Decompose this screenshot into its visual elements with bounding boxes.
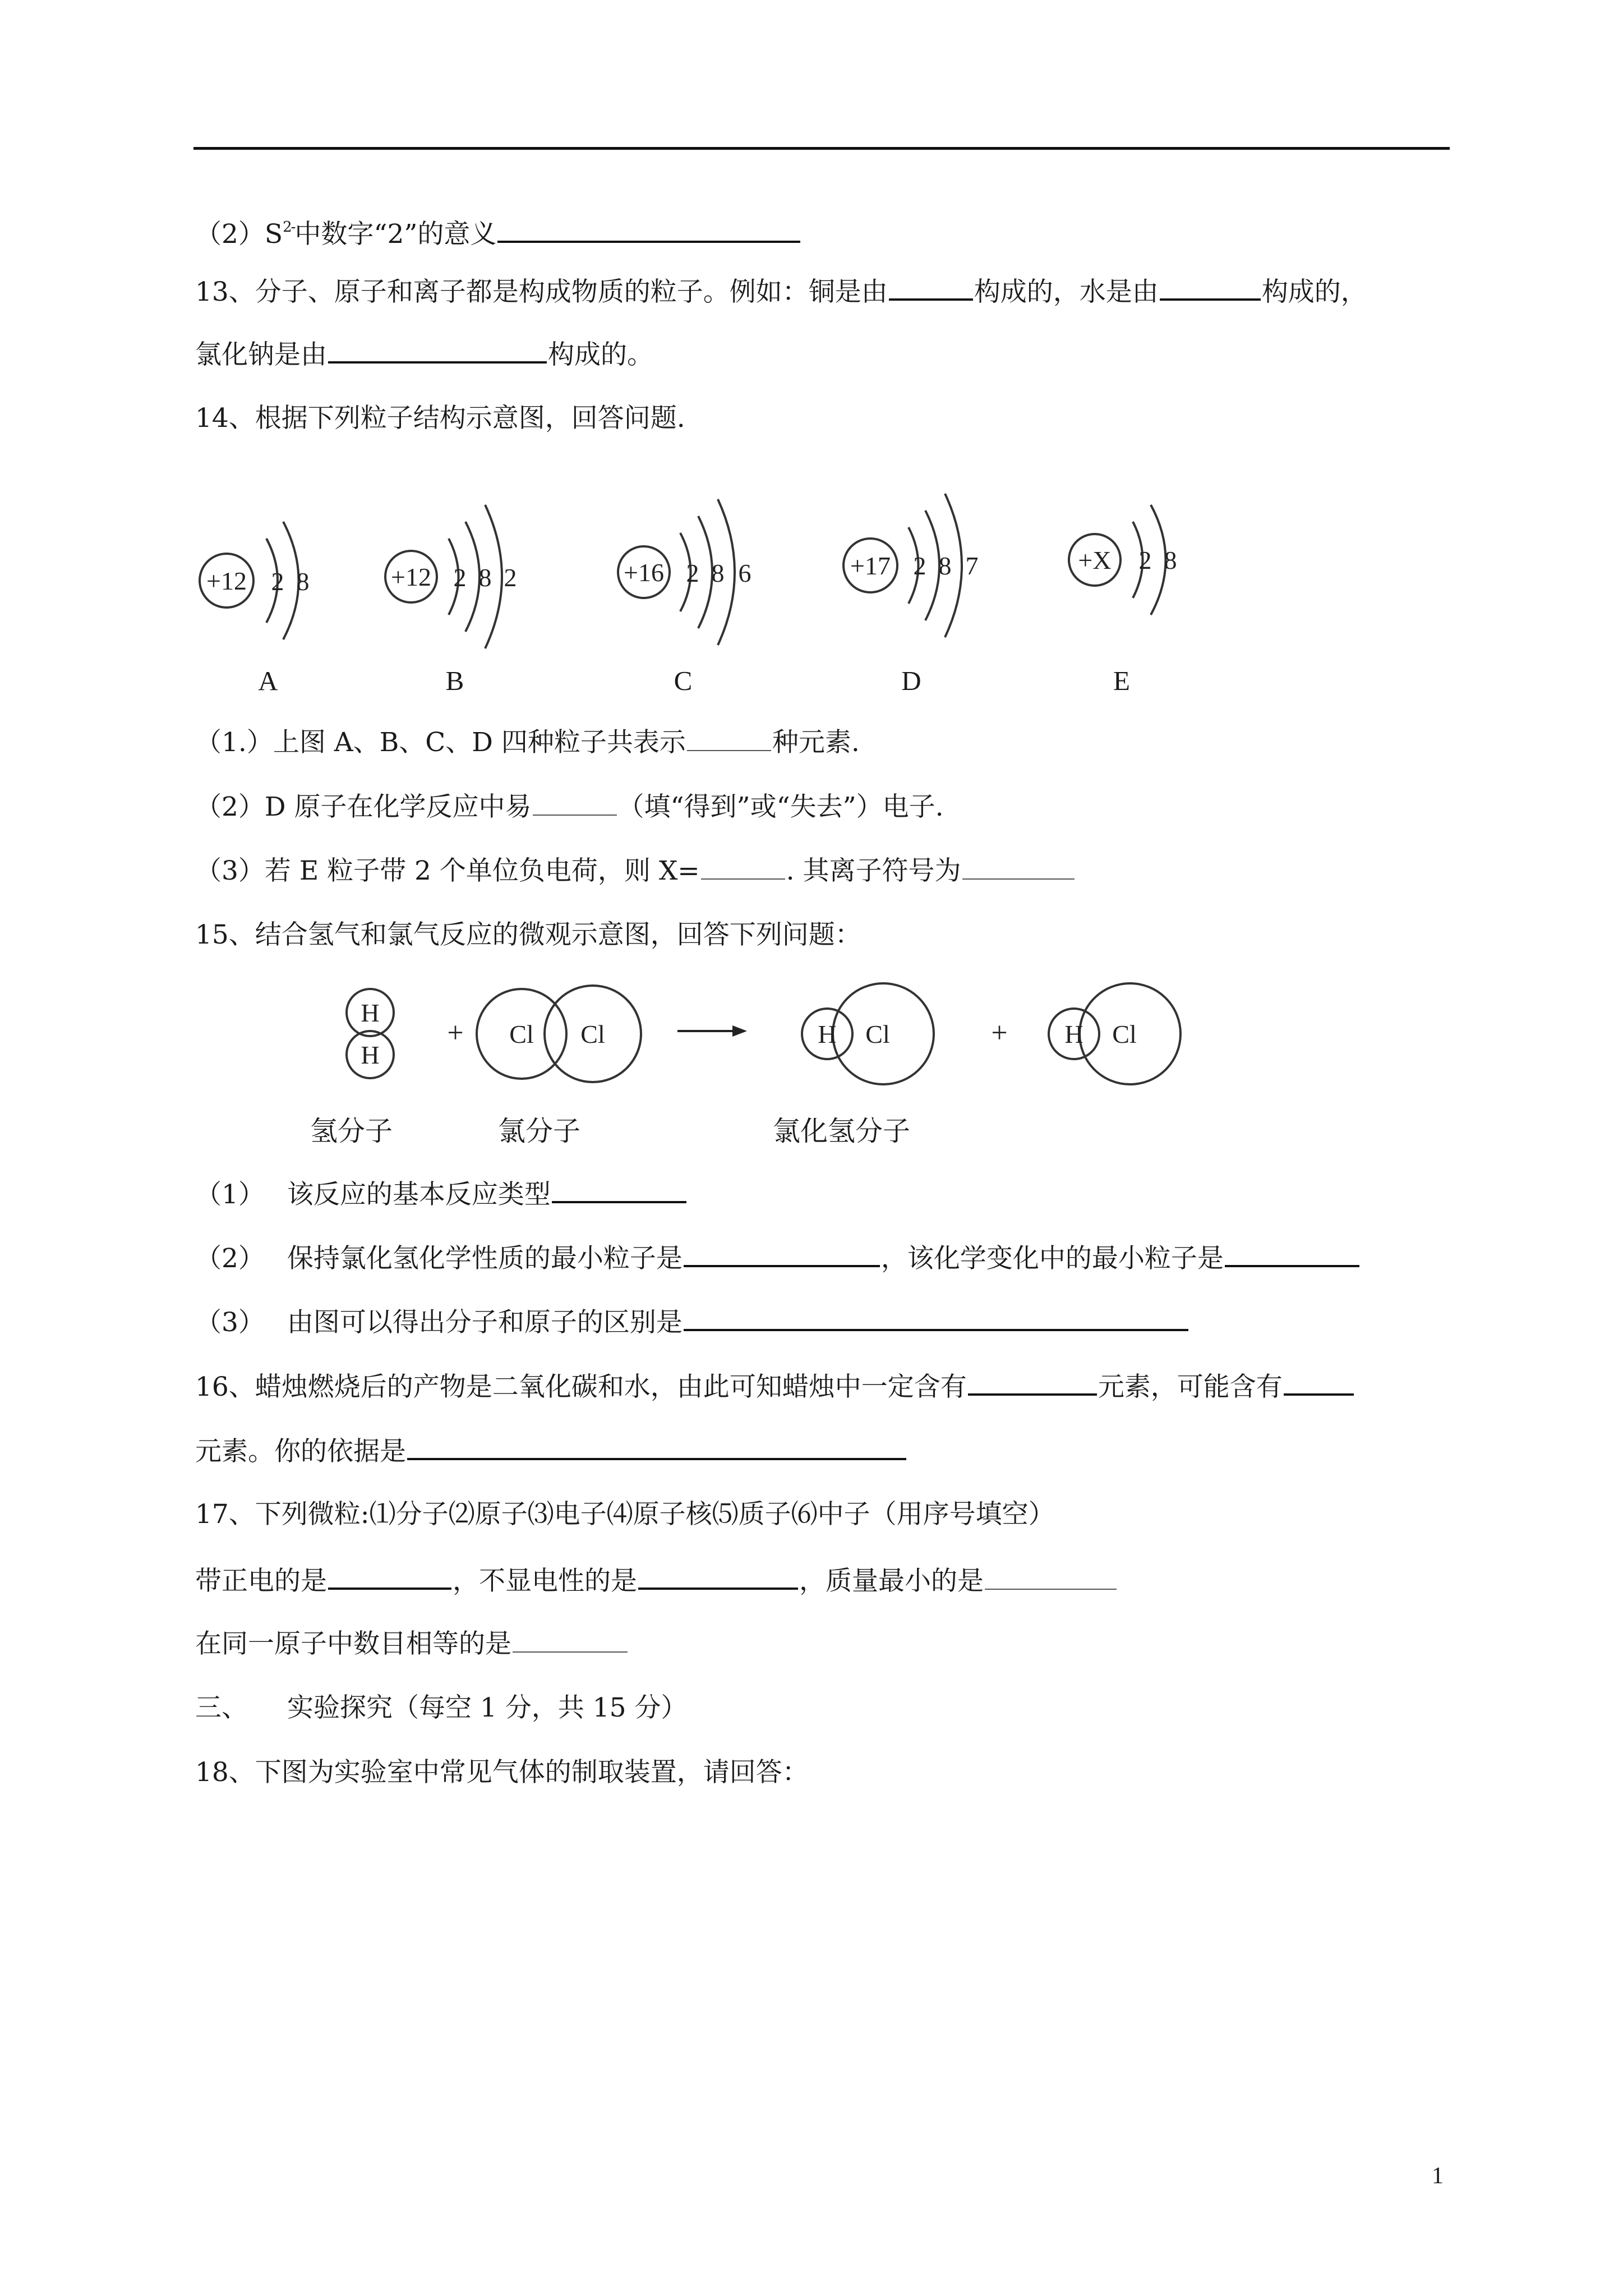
q16-blank-possible[interactable]	[1284, 1369, 1354, 1396]
q16-text-a: 16、蜡烛燃烧后的产物是二氧化碳和水，由此可知蜡烛中一定含有	[195, 1372, 967, 1402]
diagram-label-c: C	[674, 665, 693, 696]
q13-text-a: 13、分子、原子和离子都是构成物质的粒子。例如：铜是由	[195, 277, 888, 307]
q17-text-positive: 带正电的是	[195, 1566, 327, 1596]
q15-sub3	[195, 1304, 1189, 1340]
q17-text-equal: 在同一原子中数目相等的是	[195, 1628, 511, 1659]
q17-blank-smallest[interactable]	[985, 1564, 1117, 1590]
q15-title: 15、结合氢气和氯气反应的微观示意图，回答下列问题：	[195, 919, 861, 950]
q15-sub3-text: 由图可以得出分子和原子的区别是	[287, 1307, 683, 1338]
q15-sub2-blank-a[interactable]	[684, 1240, 880, 1267]
q14-sub2-text: （2）D 原子在化学反应中易	[195, 792, 532, 822]
q15-sub3-num: （3）	[195, 1307, 265, 1338]
label-hcl-molecule: 氯化氢分子	[773, 1115, 911, 1147]
shell-c-2: 8	[711, 559, 725, 587]
q15-sub1-blank[interactable]	[552, 1176, 686, 1203]
q13-text-b: 构成的，水是由	[974, 277, 1159, 307]
q13-line1	[195, 274, 1367, 309]
q14-sub3-suffix: . 其离子符号为	[786, 855, 961, 886]
section-3-heading	[195, 1691, 687, 1725]
shell-b-1: 2	[453, 563, 467, 592]
q12-sub2-text: 中数字“2”的意义	[294, 219, 497, 250]
reaction-arrow-icon	[732, 1025, 747, 1037]
q17-text-neutral: ，不显电性的是	[453, 1566, 637, 1596]
nucleus-a: +12	[206, 567, 247, 595]
q14-sub1-suffix: 种元素.	[772, 727, 860, 758]
q14-sub2-suffix: （填“得到”或“失去”）电子.	[617, 792, 944, 822]
shell-e-2: 8	[1164, 546, 1177, 574]
nucleus-b: +12	[391, 563, 431, 591]
plus-sign-2: +	[991, 1017, 1008, 1049]
q16-line2	[195, 1433, 907, 1469]
q12-sub2-superscript: 2-	[283, 219, 295, 236]
shell-d-3: 7	[965, 551, 979, 580]
particle-structure-diagrams	[191, 460, 1211, 673]
q14-sub3-blank-symbol[interactable]	[962, 854, 1075, 880]
q14-sub3-text: （3）若 E 粒子带 2 个单位负电荷，则 X=	[195, 855, 700, 886]
cl-label-1: Cl	[509, 1020, 534, 1048]
q16-blank-basis[interactable]	[407, 1433, 906, 1460]
q15-sub2-num: （2）	[195, 1243, 265, 1274]
q13-text-c: 构成的，	[1261, 277, 1367, 307]
label-hydrogen-molecule: 氢分子	[310, 1115, 393, 1147]
section-3-title: 实验探究（每空 1 分，共 15 分）	[287, 1692, 688, 1723]
q15-sub2-blank-b[interactable]	[1225, 1240, 1359, 1267]
q13-blank-copper[interactable]	[889, 274, 973, 301]
q13-blank-water[interactable]	[1160, 274, 1261, 301]
q17-line3	[195, 1627, 629, 1661]
q15-sub2	[195, 1240, 1361, 1276]
plus-sign-1: +	[447, 1017, 464, 1049]
q14-sub1-text: （1.）上图 A、B、C、D 四种粒子共表示	[195, 727, 686, 758]
header-rule	[193, 147, 1450, 150]
q14-sub3-blank-x[interactable]	[701, 854, 785, 880]
diagram-label-a: A	[258, 665, 278, 696]
q17-blank-positive[interactable]	[328, 1563, 451, 1590]
q14-sub2-blank[interactable]	[533, 790, 617, 816]
shell-d-1: 2	[913, 551, 926, 580]
q15-sub1	[195, 1176, 688, 1212]
q16-text-b: 元素，可能含有	[1098, 1372, 1283, 1402]
q12-sub2-blank[interactable]	[497, 216, 800, 243]
q15-sub2-text: 保持氯化氢化学性质的最小粒子是	[287, 1243, 683, 1274]
shell-d-2: 8	[938, 551, 952, 580]
q14-sub3	[195, 854, 1076, 888]
q16-line1	[195, 1369, 1355, 1404]
shell-c-3: 6	[738, 559, 751, 587]
nucleus-d: +17	[850, 551, 891, 580]
hcl-1-cl-label: Cl	[865, 1020, 890, 1048]
q14-sub1-blank[interactable]	[687, 725, 771, 751]
q18-title: 18、下图为实验室中常见气体的制取装置，请回答：	[195, 1757, 809, 1788]
hcl-2-cl-label: Cl	[1112, 1020, 1137, 1048]
page-number: 1	[1432, 2163, 1444, 2189]
shell-a-1: 2	[271, 567, 284, 596]
q12-sub2	[195, 210, 801, 251]
q13-blank-nacl[interactable]	[328, 337, 547, 364]
q17-text-smallest: ，质量最小的是	[799, 1566, 984, 1596]
q14-sub2	[195, 790, 944, 824]
shell-b-2: 8	[478, 563, 492, 592]
reaction-diagram	[325, 976, 1200, 1099]
hcl-2-h-label: H	[1064, 1020, 1083, 1048]
q13-line2	[195, 337, 653, 372]
h-label-2: H	[361, 1041, 380, 1069]
nucleus-c: +16	[624, 558, 664, 587]
q13-text-e: 构成的。	[548, 339, 653, 370]
q17-blank-equal[interactable]	[513, 1627, 628, 1653]
q17-blank-neutral[interactable]	[638, 1563, 798, 1590]
shell-b-3: 2	[504, 563, 517, 592]
q17-line2	[195, 1563, 1118, 1598]
nucleus-e: +X	[1078, 546, 1112, 574]
q15-sub1-text: 该反应的基本反应类型	[287, 1179, 551, 1210]
diagram-label-b: B	[445, 665, 464, 696]
q15-sub1-num: （1）	[195, 1179, 265, 1210]
q15-sub2-text-b: ，该化学变化中的最小粒子是	[880, 1243, 1224, 1274]
label-chlorine-molecule: 氯分子	[498, 1115, 581, 1147]
h-label-1: H	[361, 999, 380, 1027]
q16-text-c: 元素。你的依据是	[195, 1436, 406, 1467]
q12-sub2-prefix: （2）S	[195, 219, 283, 250]
q14-sub1	[195, 725, 860, 760]
diagram-label-d: D	[901, 665, 921, 696]
diagram-label-e: E	[1113, 665, 1130, 696]
shell-c-1: 2	[686, 559, 699, 587]
section-3-number: 三、	[195, 1692, 248, 1723]
q14-title: 14、根据下列粒子结构示意图，回答问题.	[195, 403, 685, 434]
shell-a-2: 8	[296, 567, 310, 596]
hcl-1-h-label: H	[818, 1020, 837, 1048]
cl-label-2: Cl	[580, 1020, 605, 1048]
q15-sub3-blank[interactable]	[684, 1304, 1188, 1331]
q13-text-d: 氯化钠是由	[195, 339, 327, 370]
q16-blank-definite[interactable]	[968, 1369, 1097, 1396]
shell-e-1: 2	[1138, 546, 1152, 574]
q17-title: 17、下列微粒:⑴分子⑵原子⑶电子⑷原子核⑸质子⑹中子（用序号填空）	[195, 1499, 1055, 1530]
